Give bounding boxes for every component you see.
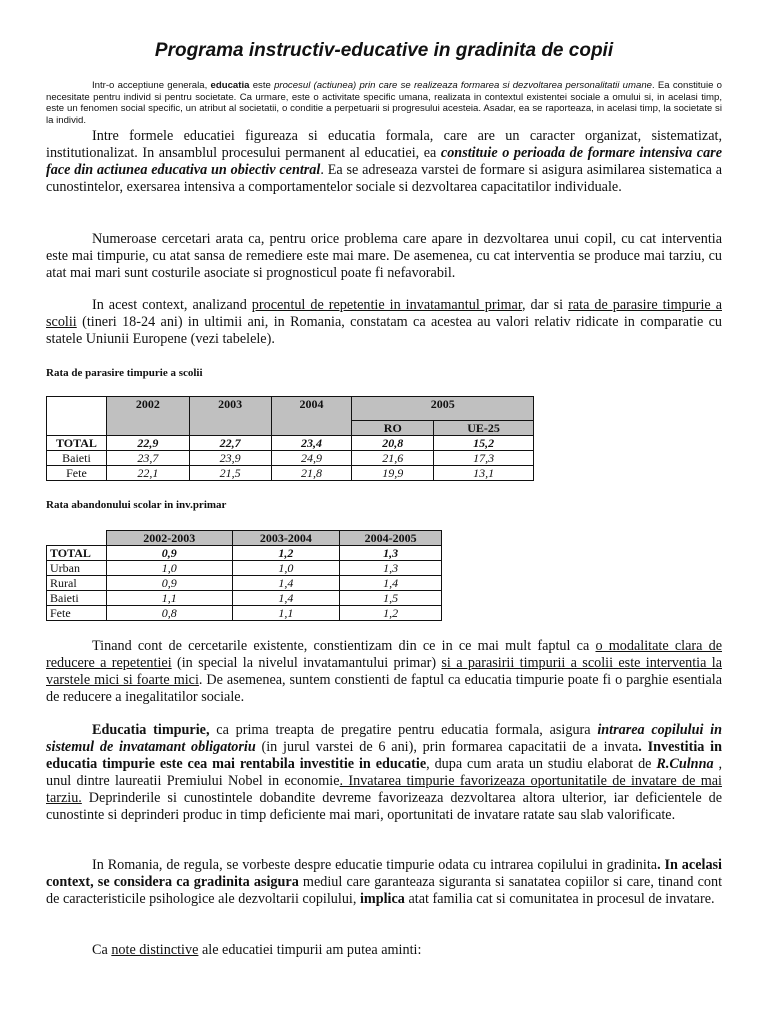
intro-definition: procesul (actiunea) prin care se realizeaza formarea si dezvoltarea personalitatii umane <box>274 80 652 91</box>
paragraph-text: ca prima treapta de pregatire pentru educatia formala, asigura <box>209 722 598 738</box>
row-label: Baieti <box>47 451 107 466</box>
emphasis-text: intrarea copilului in sistemul de invatamant obligatoriu <box>46 722 723 755</box>
table-cell: 13,1 <box>434 466 534 481</box>
table-header-year: 2004-2005 <box>340 531 442 546</box>
paragraph-text: (in jurul varstei de 6 ani), prin formarea capacitatii de a invata <box>255 739 639 755</box>
paragraph-text: , unul dintre laureatii Premiului Nobel in economie <box>46 756 723 789</box>
school-dropout-table <box>46 530 442 621</box>
table-cell: 23,4 <box>271 436 352 451</box>
table-cell: 1,0 <box>106 561 232 576</box>
paragraph-text: Intre formele educatiei figureaza si educatia formala, care are un caracter organizat, sistematizat, institutionalizat. In ansamblul procesului permanent al educatiei, ea <box>46 128 722 161</box>
table-cell: 1,0 <box>232 561 340 576</box>
intro-text: Intr-o acceptiune generala, <box>92 80 211 91</box>
paragraph-text: Deprinderile si cunostintele dobandite devreme favorizeaza dezvoltarea altora ulterior, iar deficientele de cunostinte si deprinderi produc in timp deficiente mai mari, oportunitati de invatare ratate sau slab valorificate. <box>46 790 722 823</box>
table-row <box>47 466 534 481</box>
paragraph-text: (in special la nivelul invatamantului primar) <box>171 655 442 671</box>
underlined-text: procentul de repetentie in invatamantul primar <box>251 297 522 313</box>
table2-caption: Rata abandonului scolar in inv.primar <box>46 499 227 511</box>
paragraph-text: mediul care garanteaza siguranta si sanatatea copiilor si care, tinand cont de caracteristicile psihologice ale dezvoltarii copilului, <box>46 874 723 907</box>
row-label: Baieti <box>47 591 107 606</box>
table-row <box>47 546 442 561</box>
table-cell: 21,5 <box>189 466 271 481</box>
table-cell: 21,8 <box>271 466 352 481</box>
intro-text: este <box>249 80 275 91</box>
table-row <box>47 576 442 591</box>
underlined-text: note distinctive <box>111 942 199 958</box>
row-label: TOTAL <box>47 546 107 561</box>
table-cell: 1,4 <box>340 576 442 591</box>
table-cell: 24,9 <box>271 451 352 466</box>
table-header-year: 2005 <box>352 397 534 421</box>
table-header-year: 2002-2003 <box>106 531 232 546</box>
table-cell: 23,9 <box>189 451 271 466</box>
table-row <box>47 451 534 466</box>
row-label: Urban <box>47 561 107 576</box>
paragraph-text: . De asemenea, suntem constienti de faptul ca educatia timpurie poate fi o parghie esentiala de reducere a inegalitatilor sociale. <box>46 672 722 705</box>
table-cell: 17,3 <box>434 451 534 466</box>
early-school-leaving-table <box>46 396 534 481</box>
underlined-text: rata de parasire timpurie a scolii <box>46 297 722 330</box>
paragraph-text: . Ea se adreseaza varstei de formare si asigura asimilarea sistematica a cunostintelor, exersarea intensiva a comportamentelor sociale si dezvoltarea capacitatilor individuale. <box>46 162 722 195</box>
table-cell: 1,1 <box>232 606 340 621</box>
paragraph-text: In acest context, analizand <box>92 297 252 313</box>
table-cell: 1,3 <box>340 561 442 576</box>
table-subheader: RO <box>352 420 434 435</box>
table-header-year: 2003-2004 <box>232 531 340 546</box>
paragraph-text: In Romania, de regula, se vorbeste despre educatie timpurie odata cu intrarea copilului in gradinita <box>92 857 658 873</box>
table-row <box>47 606 442 621</box>
bold-text: implica <box>359 891 405 907</box>
table-cell: 19,9 <box>352 466 434 481</box>
bold-text: gradinita asigura <box>193 874 299 890</box>
table-header-year: 2002 <box>106 397 189 436</box>
table-cell: 1,4 <box>232 591 340 606</box>
table-corner-cell <box>47 397 107 436</box>
paragraph-text: atat familia cat si comunitatea in procesul de invatare. <box>404 891 715 907</box>
paragraph-3 <box>46 297 722 348</box>
underlined-text: . Invatarea timpurie favorizeaza oportunitatile de invatare de mai tarziu. <box>46 773 722 806</box>
table-cell: 15,2 <box>434 436 534 451</box>
table-cell: 1,2 <box>232 546 340 561</box>
table-subheader: UE-25 <box>434 420 534 435</box>
table-header-year: 2003 <box>189 397 271 436</box>
table-cell: 0,9 <box>106 546 232 561</box>
bold-text: . Investitia in educatia timpurie este cea mai rentabila investitie in educatie <box>46 739 722 772</box>
table-row <box>47 561 442 576</box>
emphasis-text: constituie o perioada de formare intensiva care face din actiunea educativa un obiectiv central <box>46 145 722 178</box>
paragraph-1 <box>46 128 722 196</box>
table-cell: 1,5 <box>340 591 442 606</box>
bold-text: Educatia timpurie, <box>92 722 210 738</box>
row-label: Rural <box>47 576 107 591</box>
table-cell: 23,7 <box>106 451 189 466</box>
intro-keyword: educatia <box>210 80 250 91</box>
intro-paragraph <box>46 80 722 126</box>
table-cell: 21,6 <box>352 451 434 466</box>
table-cell: 1,3 <box>340 546 442 561</box>
table-cell: 1,1 <box>106 591 232 606</box>
table-row <box>47 436 534 451</box>
table-cell: 20,8 <box>352 436 434 451</box>
page-title: Programa instructiv-educative in gradinita de copii <box>154 40 614 61</box>
table-cell: 0,9 <box>106 576 232 591</box>
underlined-text: si a parasirii timpurii a scolii este interventia la varstele mici si foarte mici <box>46 655 722 688</box>
paragraph-text: , dar si <box>522 297 569 313</box>
author-name: R.Culnna <box>656 756 714 772</box>
paragraph-4 <box>46 638 722 706</box>
paragraph-2: Numeroase cercetari arata ca, pentru orice problema care apare in dezvoltarea unui copil, cu cat interventia este mai timpurie, cu atat sansa de remediere este mai mare. De asemenea, cu cat interventia se produce mai tarziu, cu atat mai mari sunt costurile asociate si prognosticul poate fi nefavorabil. <box>46 231 722 281</box>
paragraph-text: Tinand cont de cercetarile existente, constientizam din ce in ce mai mult faptul ca <box>92 638 596 654</box>
intro-text: . Ea constituie o necesitate pentru individ si pentru societate. Ca urmare, este o activitate specific umana, realizata in contextul existentei sociale a omului si, in acelasi timp, este un fenomen social specific, un atribut al societatii, o conditie a perpetuarii si progresului acesteia. Asadar, ea se raporteaza, in acelasi timp, la societate si la individ. <box>46 80 722 126</box>
row-label: Fete <box>47 606 107 621</box>
underlined-text: o modalitate clara de reducere a repetentiei <box>46 638 722 671</box>
table-corner-cell <box>47 531 107 546</box>
paragraph-5 <box>46 722 722 824</box>
table-cell: 1,4 <box>232 576 340 591</box>
table-cell: 22,7 <box>189 436 271 451</box>
paragraph-text: (tineri 18-24 ani) in ultimii ani, in Romania, constatam ca acestea au valori relativ ridicate in comparatie cu statele Uniunii Europene (vezi tabelele). <box>46 314 722 347</box>
table-header-year: 2004 <box>271 397 352 436</box>
bold-text: . In acelasi context, se considera ca <box>46 857 722 890</box>
paragraph-text: Ca <box>92 942 112 958</box>
table1-caption: Rata de parasire timpurie a scolii <box>46 367 203 379</box>
row-label: TOTAL <box>47 436 107 451</box>
table-row <box>47 591 442 606</box>
paragraph-6 <box>46 857 722 908</box>
paragraph-7 <box>46 942 722 959</box>
paragraph-text: , dupa cum arata un studiu elaborat de <box>426 756 657 772</box>
table-cell: 0,8 <box>106 606 232 621</box>
table-cell: 22,9 <box>106 436 189 451</box>
table-cell: 22,1 <box>106 466 189 481</box>
paragraph-text: ale educatiei timpurii am putea aminti: <box>198 942 422 958</box>
row-label: Fete <box>47 466 107 481</box>
table-cell: 1,2 <box>340 606 442 621</box>
